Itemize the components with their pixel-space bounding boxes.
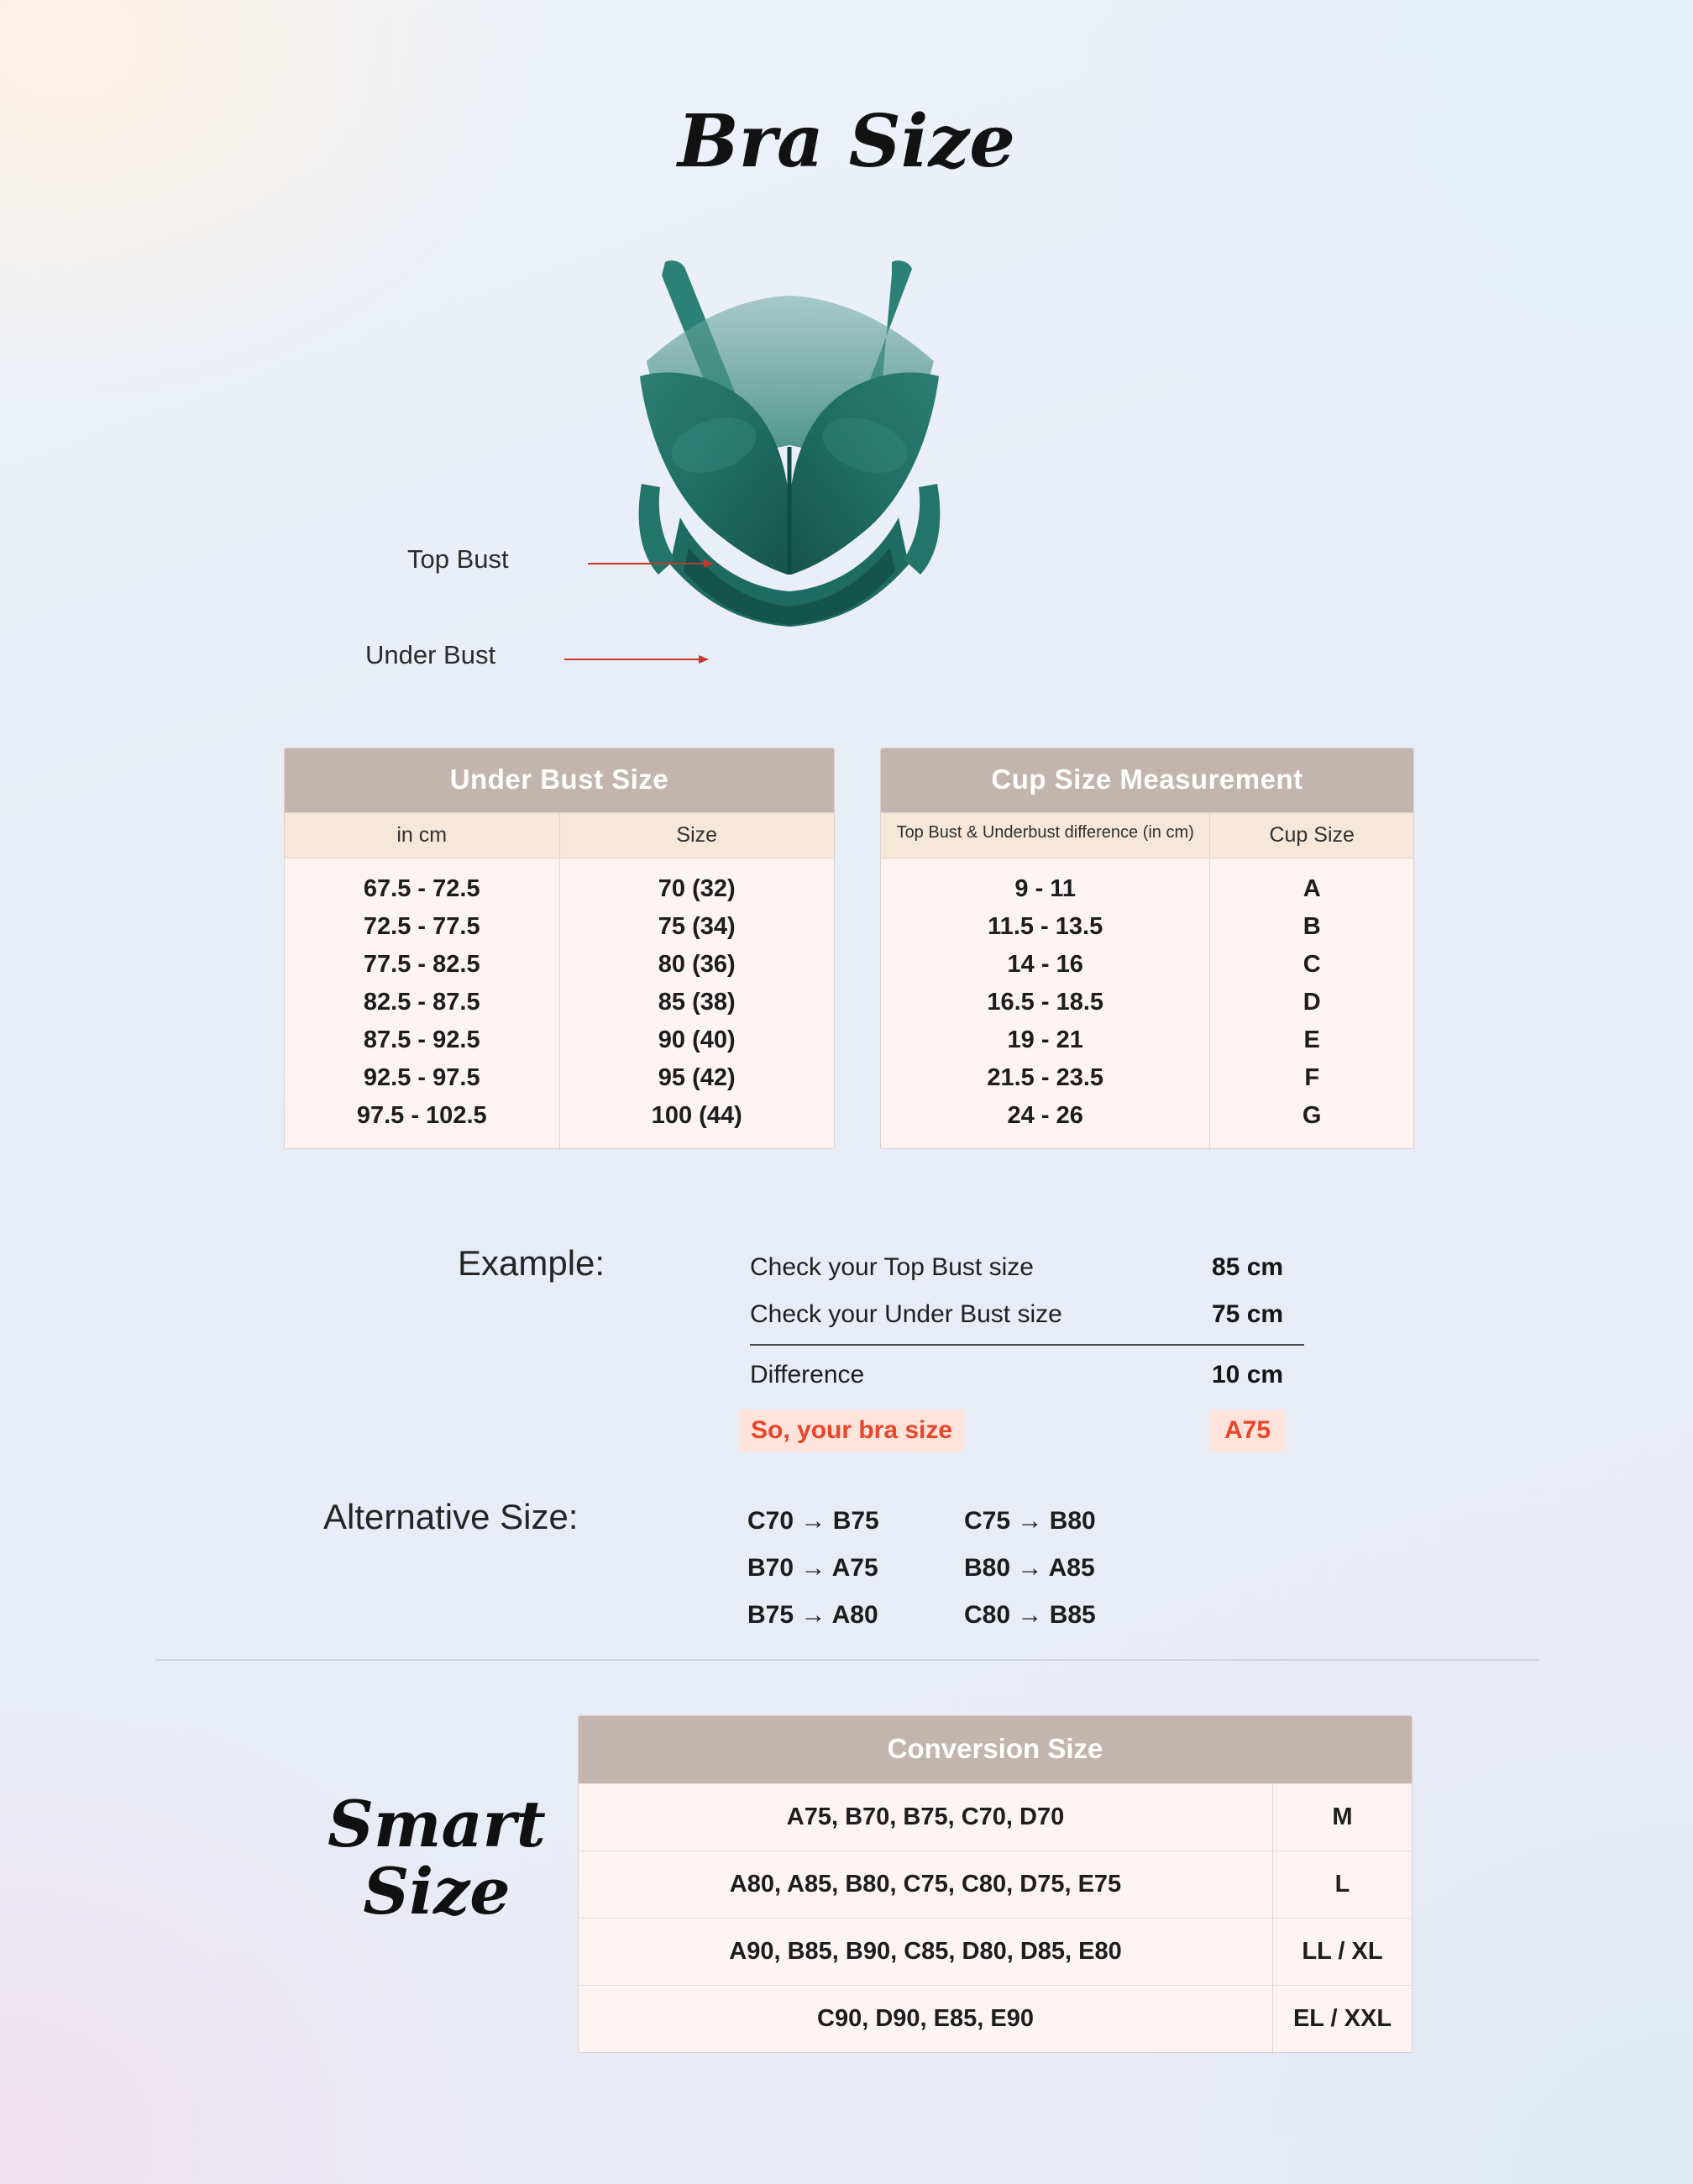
alternative-item: C75 → B80: [964, 1507, 1096, 1535]
table-cell: 67.5 - 72.5: [363, 875, 480, 902]
cup-size-measurement-table: [880, 748, 1414, 1149]
alternative-size-label: Alternative Size:: [323, 1497, 579, 1536]
under-bust-size-table: [284, 748, 835, 1149]
smart-size-title-line1: Smart: [328, 1787, 546, 1861]
cup-table-title: Cup Size Measurement: [881, 748, 1413, 812]
smart-size-title-line2: Size: [363, 1853, 511, 1929]
table-cell: 11.5 - 13.5: [988, 913, 1103, 940]
table-cell: 97.5 - 102.5: [356, 1102, 487, 1129]
table-cell: 100 (44): [651, 1102, 742, 1129]
table-cell: 19 - 21: [1007, 1026, 1083, 1053]
table-cell: 72.5 - 77.5: [363, 913, 480, 940]
conversion-table-title: Conversion Size: [579, 1716, 1412, 1783]
table-cell: B: [1303, 913, 1321, 940]
table-cell: C: [1303, 951, 1321, 978]
example-result-value: A75: [1209, 1410, 1286, 1452]
table-cell: A80, A85, B80, C75, C80, D75, E75: [729, 1871, 1122, 1898]
example-row-difference: Difference: [750, 1361, 865, 1389]
table-cell: 90 (40): [658, 1026, 736, 1053]
table-cell: L: [1272, 1851, 1412, 1918]
example-value-difference: 10 cm: [1212, 1361, 1284, 1389]
table-cell: 87.5 - 92.5: [363, 1026, 480, 1053]
example-row-top-bust: Check your Top Bust size: [750, 1253, 1034, 1281]
table-cell: 16.5 - 18.5: [987, 989, 1104, 1016]
table-cell: 9 - 11: [1014, 875, 1076, 902]
table-row: [579, 1985, 1412, 2052]
example-value-top-bust: 85 cm: [1212, 1253, 1284, 1281]
column-header-cup-size: Cup Size: [1209, 813, 1413, 858]
page-title: Bra Size: [678, 99, 1015, 184]
example-value-under-bust: 75 cm: [1212, 1300, 1284, 1328]
table-cell: 70 (32): [658, 875, 736, 902]
section-divider: [155, 1659, 1539, 1661]
cup-difference-column: [881, 858, 1209, 1148]
table-cell: 92.5 - 97.5: [363, 1064, 480, 1091]
cup-size-column: [1209, 858, 1413, 1148]
table-cell: 80 (36): [658, 951, 736, 978]
table-cell: C90, D90, E85, E90: [817, 2005, 1034, 2032]
example-result-label: So, your bra size: [739, 1410, 964, 1452]
table-cell: M: [1272, 1784, 1412, 1851]
callout-line-under-bust: [564, 659, 707, 660]
table-cell: 14 - 16: [1007, 951, 1083, 978]
callout-line-top-bust: [588, 563, 712, 564]
table-cell: 95 (42): [658, 1064, 736, 1091]
table-cell: 24 - 26: [1007, 1102, 1083, 1129]
table-row: [579, 1851, 1412, 1918]
table-cell: 77.5 - 82.5: [363, 951, 480, 978]
under-bust-table-columns: [285, 812, 834, 858]
example-label: Example:: [458, 1243, 605, 1283]
bra-illustration: [588, 235, 1109, 706]
table-cell: 85 (38): [658, 989, 736, 1016]
bra-graphic: [588, 235, 1109, 706]
table-cell: G: [1302, 1102, 1322, 1129]
under-bust-table-title: Under Bust Size: [285, 748, 834, 812]
table-cell: 75 (34): [658, 913, 736, 940]
table-cell: 82.5 - 87.5: [363, 989, 480, 1016]
callout-top-bust: Top Bust: [407, 544, 509, 574]
alternative-item: C80 → B85: [964, 1601, 1096, 1629]
example-divider: [750, 1344, 1304, 1346]
table-row: [579, 1783, 1412, 1851]
table-cell: F: [1304, 1064, 1320, 1091]
table-cell: E: [1303, 1026, 1320, 1053]
under-bust-table-body: [285, 858, 834, 1148]
cup-table-body: [881, 858, 1413, 1148]
alternative-item: C70 → B75: [747, 1507, 879, 1535]
cup-table-columns: [881, 812, 1413, 858]
column-header-in-cm: in cm: [396, 823, 448, 847]
table-cell: D: [1303, 989, 1321, 1016]
table-cell: EL / XXL: [1272, 1986, 1412, 2052]
alternative-item: B80 → A85: [964, 1554, 1095, 1582]
column-header-difference: Top Bust & Underbust difference (in cm): [896, 823, 1194, 842]
under-bust-size-column: [559, 858, 835, 1148]
callout-under-bust: Under Bust: [365, 640, 496, 669]
table-cell: 21.5 - 23.5: [987, 1064, 1104, 1091]
table-row: [579, 1918, 1412, 1985]
alternative-item: B70 → A75: [747, 1554, 878, 1582]
alternative-item: B75 → A80: [747, 1601, 878, 1629]
under-bust-cm-column: [285, 858, 559, 1148]
example-row-under-bust: Check your Under Bust size: [750, 1300, 1062, 1328]
table-cell: A90, B85, B90, C85, D80, D85, E80: [729, 1938, 1122, 1965]
column-header-size: Size: [559, 813, 835, 858]
table-cell: A75, B70, B75, C70, D70: [786, 1803, 1065, 1830]
table-cell: A: [1303, 875, 1321, 902]
table-cell: LL / XL: [1272, 1919, 1412, 1985]
conversion-size-table: [578, 1715, 1413, 2053]
